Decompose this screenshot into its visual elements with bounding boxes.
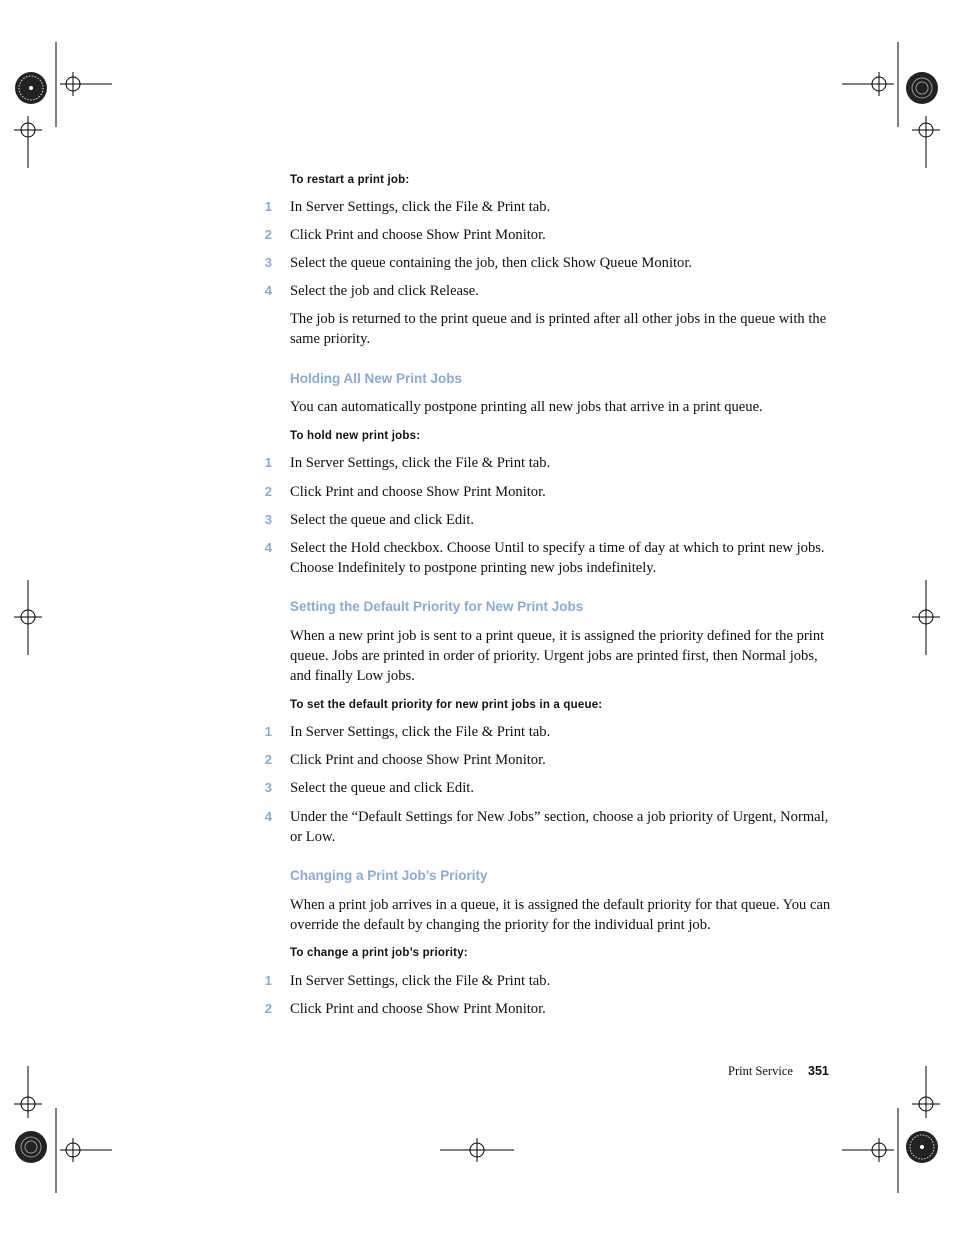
step-number: 1 xyxy=(264,455,272,470)
step-text: Select the job and click Release. xyxy=(290,283,479,299)
step-text: Click Print and choose Show Print Monitor. xyxy=(290,752,546,768)
step-number: 2 xyxy=(264,752,272,767)
step-number: 1 xyxy=(264,199,272,214)
step-text: Select the Hold checkbox. Choose Until to specify a time of day at which to print new jobs. Choose Indefinitely to postpone printing new jobs indefinitely. xyxy=(290,540,825,576)
section-heading-change-priority: Changing a Print Job’s Priority xyxy=(290,868,488,883)
step-text: In Server Settings, click the File & Print tab. xyxy=(290,455,551,471)
step-number: 4 xyxy=(264,283,272,298)
task-title-restart: To restart a print job: xyxy=(290,174,410,186)
result-note: The job is returned to the print queue and is printed after all other jobs in the queue with the same priority. xyxy=(290,311,827,347)
section-heading-default-priority: Setting the Default Priority for New Print Jobs xyxy=(290,599,584,614)
step-text: Click Print and choose Show Print Monitor. xyxy=(290,1001,546,1017)
section-intro: When a print job arrives in a queue, it is assigned the default priority for that queue. You can override the default by changing the priority for the individual print job. xyxy=(290,897,831,933)
step-number: 2 xyxy=(264,1001,272,1016)
step-number: 3 xyxy=(264,512,272,527)
task-title-change-priority: To change a print job’s priority: xyxy=(290,947,468,959)
step-number: 3 xyxy=(264,255,272,270)
task-title-default-priority: To set the default priority for new print jobs in a queue: xyxy=(290,699,603,711)
step-text: Select the queue and click Edit. xyxy=(290,780,474,796)
footer-chapter-label: Print Service xyxy=(728,1064,793,1078)
step-text: Select the queue and click Edit. xyxy=(290,512,474,528)
page-number: 351 xyxy=(808,1064,829,1078)
step-number: 4 xyxy=(264,809,272,824)
step-text: Click Print and choose Show Print Monitor. xyxy=(290,484,546,500)
section-intro: When a new print job is sent to a print queue, it is assigned the priority defined for the print queue. Jobs are printed in order of priority. Urgent jobs are printed first, then Normal jobs, and finally Low jobs. xyxy=(290,628,825,684)
step-number: 3 xyxy=(264,780,272,795)
section-intro: You can automatically postpone printing all new jobs that arrive in a print queue. xyxy=(290,399,763,415)
step-text: In Server Settings, click the File & Print tab. xyxy=(290,199,551,215)
step-number: 2 xyxy=(264,484,272,499)
task-title-hold: To hold new print jobs: xyxy=(290,430,421,442)
step-number: 4 xyxy=(264,540,272,555)
step-number: 1 xyxy=(264,973,272,988)
step-number: 1 xyxy=(264,724,272,739)
step-text: In Server Settings, click the File & Print tab. xyxy=(290,973,551,989)
step-text: In Server Settings, click the File & Print tab. xyxy=(290,724,551,740)
section-heading-hold: Holding All New Print Jobs xyxy=(290,371,463,386)
step-text: Click Print and choose Show Print Monitor. xyxy=(290,227,546,243)
step-number: 2 xyxy=(264,227,272,242)
step-text: Select the queue containing the job, then click Show Queue Monitor. xyxy=(290,255,693,271)
step-text: Under the “Default Settings for New Jobs” section, choose a job priority of Urgent, Normal, or Low. xyxy=(290,809,829,845)
